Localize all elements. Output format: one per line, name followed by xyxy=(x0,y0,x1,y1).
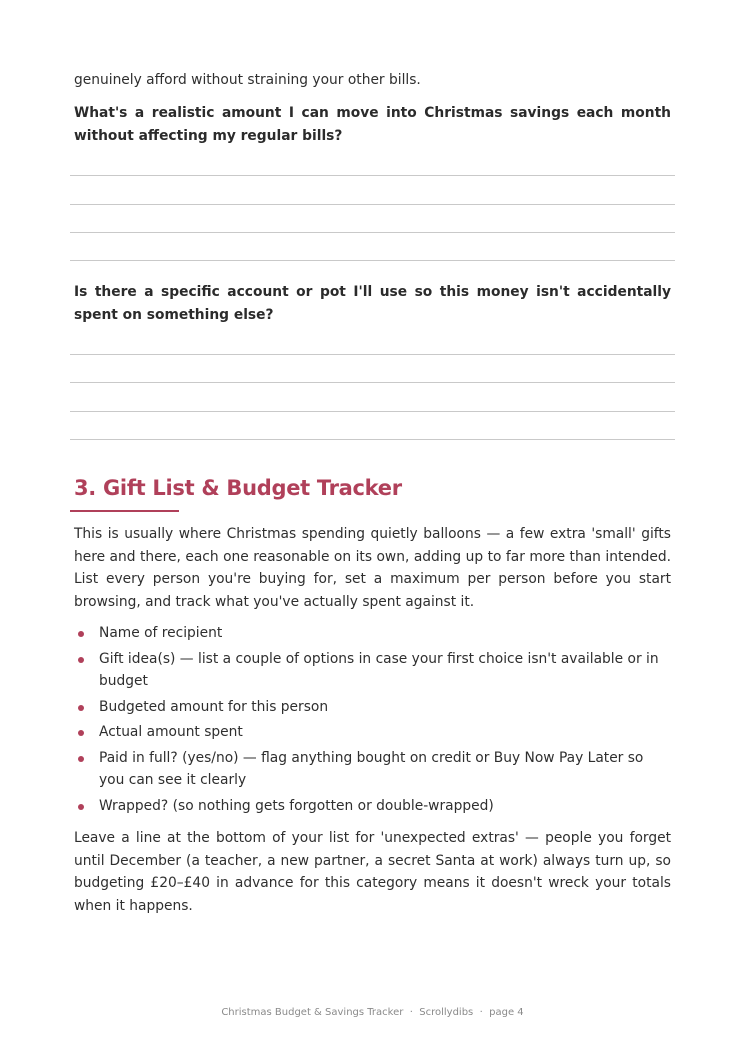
closing-paragraph: Leave a line at the bottom of your list for 'unexpected extras' — people you forget until December (a teacher, a new partner, a secret Santa at work) always turn up, so budgeting £20–£40 in advance for this category means it doesn't wreck your totals when it happens. xyxy=(74,830,671,914)
bullet-dot-icon xyxy=(78,730,84,736)
list-item-text: Actual amount spent xyxy=(99,724,243,740)
bullet-dot-icon xyxy=(78,657,84,663)
answer-line[interactable] xyxy=(70,382,675,383)
answer-line[interactable] xyxy=(70,204,675,205)
list-item xyxy=(74,696,671,719)
list-item xyxy=(74,721,671,744)
answer-line[interactable] xyxy=(70,411,675,412)
list-item-text: Wrapped? (so nothing gets forgotten or double-wrapped) xyxy=(99,797,494,814)
question-savings-account: Is there a specific account or pot I'll use so this money isn't accidentally spent on something else? xyxy=(74,284,671,323)
list-item-text: Budgeted amount for this person xyxy=(99,698,329,715)
question-monthly-savings: What's a realistic amount I can move into Christmas savings each month without affecting my regular bills? xyxy=(74,105,671,144)
answer-line[interactable] xyxy=(70,260,675,261)
section-intro-paragraph: This is usually where Christmas spending quietly balloons — a few extra 'small' gifts here and there, each one reasonable on its own, adding up to far more than intended. List every person you're buying for, set a maximum per person before you start browsing, and track what you've actually spent against it. xyxy=(74,526,671,610)
list-item xyxy=(74,747,671,792)
list-item-text: Gift idea(s) — list a couple of options in case your first choice isn't available or in budget xyxy=(99,650,659,689)
bullet-dot-icon xyxy=(78,631,84,637)
bullet-dot-icon xyxy=(78,756,84,762)
list-item-text: Paid in full? (yes/no) — flag anything bought on credit or Buy Now Pay Later so you can see it clearly xyxy=(99,749,644,788)
list-item-text: Name of recipient xyxy=(99,625,223,641)
answer-line[interactable] xyxy=(70,354,675,355)
list-item xyxy=(74,795,671,818)
list-item xyxy=(74,622,671,645)
page-footer: Christmas Budget & Savings Tracker · Scrollydibs · page 4 xyxy=(221,1007,524,1018)
intro-tail-text: genuinely afford without straining your other bills. xyxy=(74,72,421,88)
heading-underline xyxy=(70,510,179,512)
section-heading: 3. Gift List & Budget Tracker xyxy=(74,476,402,500)
bullet-dot-icon xyxy=(78,804,84,810)
answer-line[interactable] xyxy=(70,439,675,440)
answer-line[interactable] xyxy=(70,232,675,233)
answer-line[interactable] xyxy=(70,175,675,176)
list-item xyxy=(74,648,671,693)
bullet-dot-icon xyxy=(78,705,84,711)
gift-tracker-field-list xyxy=(74,622,671,820)
